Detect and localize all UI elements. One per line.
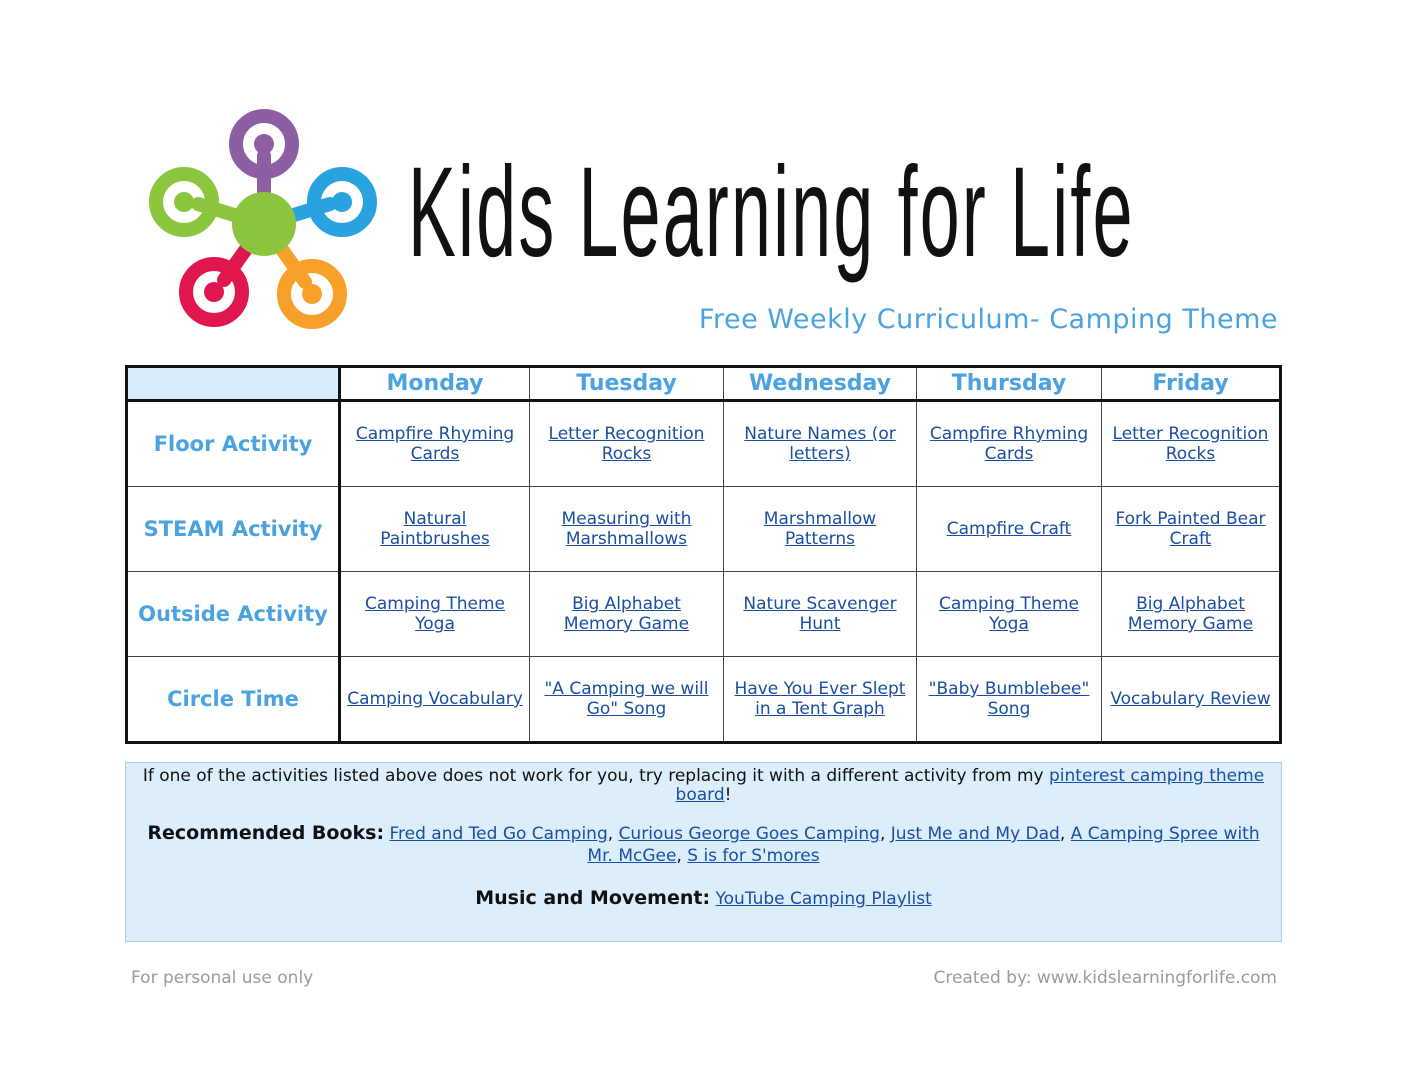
activity-link[interactable]: Marshmallow Patterns [763,509,877,549]
footer-credit: Created by: www.kidslearningforlife.com [933,968,1277,988]
activity-link[interactable]: Letter Recognition Rocks [1112,424,1269,464]
activity-link[interactable]: Big Alphabet Memory Game [563,594,690,634]
row-label-steam-activity: STEAM Activity [127,487,340,572]
activity-link[interactable]: Campfire Craft [946,519,1072,539]
kids-learning-logo [140,104,384,336]
day-header-tuesday: Tuesday [530,367,724,401]
day-header-monday: Monday [340,367,530,401]
replacement-note-text: If one of the activities listed above does not work for you, try replacing it with a different activity from my [142,766,1050,786]
activity-link[interactable]: Natural Paintbrushes [380,509,490,549]
replacement-note-end: ! [724,785,732,805]
activity-link[interactable]: Letter Recognition Rocks [548,424,705,464]
activity-link[interactable]: Fork Painted Bear Craft [1115,509,1266,549]
notes-panel [125,762,1282,942]
book-link[interactable]: S is for S'mores [687,846,820,866]
day-header-thursday: Thursday [917,367,1102,401]
replacement-note [136,767,1271,805]
recommended-books: Recommended Books: Fred and Ted Go Camping, Curious George Goes Camping, Just Me and My Dad, A Camping Spree with Mr. McGee, S is for S'mores [147,822,1260,866]
activity-link[interactable]: Nature Scavenger Hunt [743,594,897,634]
activity-link[interactable]: Campfire Rhyming Cards [929,424,1089,464]
book-link[interactable]: A Camping Spree with Mr. McGee [587,824,1260,866]
book-link[interactable]: Fred and Ted Go Camping [389,824,608,844]
activity-link[interactable]: Measuring with Marshmallows [561,509,692,549]
activity-link[interactable]: Campfire Rhyming Cards [355,424,515,464]
brand-title: Kids Learning for Life [408,141,1135,284]
activity-link[interactable]: Nature Names (or letters) [744,424,896,464]
footer-usage-note: For personal use only [131,968,314,988]
row-label-circle-time: Circle Time [127,657,340,743]
activity-link[interactable]: Camping Theme Yoga [939,594,1079,634]
activity-link[interactable]: Camping Theme Yoga [365,594,505,634]
day-header-wednesday: Wednesday [724,367,917,401]
table-row [127,657,1281,743]
table-header-row [127,367,1281,401]
activity-link[interactable]: "A Camping we will Go" Song [544,679,709,719]
pinterest-board-link[interactable]: pinterest camping theme board [675,766,1265,805]
table-row [127,487,1281,572]
books-label: Recommended Books: [147,822,385,844]
activity-link[interactable]: Vocabulary Review [1110,689,1271,709]
activity-link[interactable]: Camping Vocabulary [347,689,523,709]
weekly-curriculum-table [125,365,1282,744]
activity-link[interactable]: Have You Ever Slept in a Tent Graph [734,679,906,719]
music-and-movement [136,887,1271,910]
book-link[interactable]: Just Me and My Dad [890,824,1060,844]
row-label-floor-activity: Floor Activity [127,401,340,487]
row-label-outside-activity: Outside Activity [127,572,340,657]
table-row [127,401,1281,487]
table-row [127,572,1281,657]
page-subtitle: Free Weekly Curriculum- Camping Theme [698,304,1278,335]
day-header-friday: Friday [1102,367,1281,401]
book-link[interactable]: Curious George Goes Camping [618,824,880,844]
activity-link[interactable]: Big Alphabet Memory Game [1127,594,1254,634]
music-label: Music and Movement: [475,887,711,909]
table-corner-cell [127,367,340,401]
activity-link[interactable]: "Baby Bumblebee" Song [928,679,1090,719]
youtube-playlist-link[interactable]: YouTube Camping Playlist [715,889,932,909]
